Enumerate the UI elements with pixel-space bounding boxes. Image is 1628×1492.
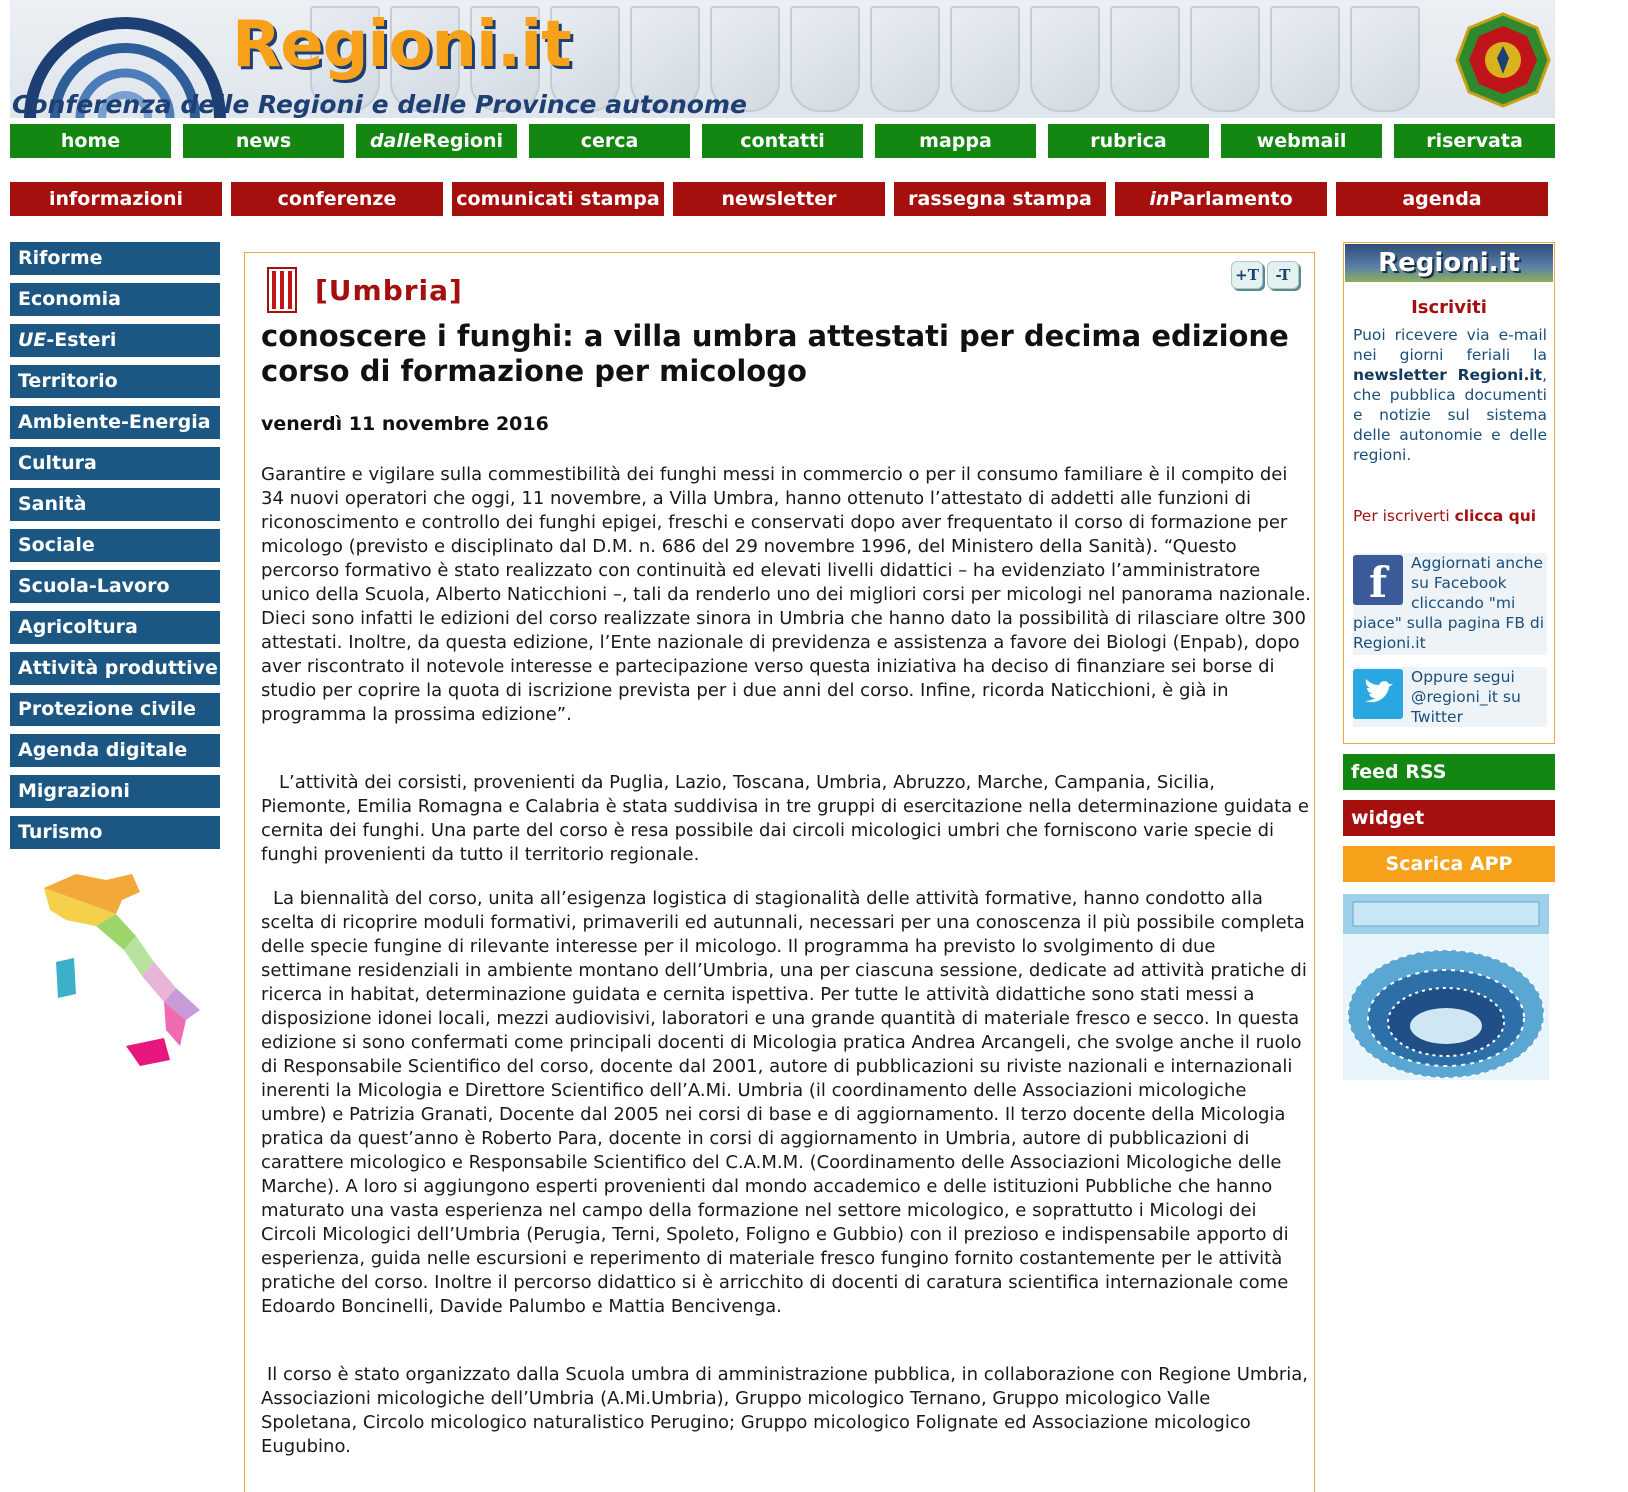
nav-webmail[interactable]	[1221, 124, 1382, 158]
crest-icon	[870, 6, 940, 112]
sidebar-item-label: Economia	[18, 288, 122, 310]
nav-label: cerca	[580, 130, 639, 152]
sidebar-item-migrazioni[interactable]	[10, 775, 220, 808]
sidebar-item-sociale[interactable]	[10, 529, 220, 562]
sidebar-item-scuola-lavoro[interactable]	[10, 570, 220, 603]
sidebar-item-label: Migrazioni	[18, 780, 130, 802]
sidebar-item-label: Agenda digitale	[18, 739, 188, 761]
widget-button[interactable]: widget	[1343, 800, 1555, 836]
header-banner	[10, 0, 1555, 118]
nav-label: rubrica	[1090, 130, 1167, 152]
sidebar-item-riforme[interactable]	[10, 242, 220, 275]
nav-label: conferenze	[277, 188, 397, 210]
nav-label: riservata	[1426, 130, 1523, 152]
nav-label-italic: in	[1149, 188, 1170, 210]
conference-emblem-icon	[1455, 12, 1551, 108]
nav-rubrica[interactable]	[1048, 124, 1209, 158]
sidebar-item-agenda-digitale[interactable]	[10, 734, 220, 767]
sidebar-item-label: Sociale	[18, 534, 95, 556]
site-subtitle: Conferenza delle Regioni e delle Province autonome	[12, 90, 747, 118]
font-decrease-button[interactable]: -T	[1267, 261, 1299, 289]
sidebar-item-label: Sanità	[18, 493, 87, 515]
sidebar-item-label: Cultura	[18, 452, 97, 474]
nav-label: Parlamento	[1169, 188, 1293, 210]
article-panel	[244, 252, 1315, 1492]
nav-label: Regioni	[422, 130, 504, 152]
nav-home[interactable]	[10, 124, 171, 158]
newsletter-link[interactable]: newsletter Regioni.it	[1353, 366, 1543, 384]
nav-label-italic: dalle	[369, 130, 423, 152]
sidebar-item-sanita[interactable]	[10, 488, 220, 521]
article-date: venerdì 11 novembre 2016	[261, 413, 549, 435]
region-header	[267, 267, 463, 313]
facebook-text: Aggiornati anche su Facebook cliccando "mi piace" sulla pagina FB di Regioni.it	[1353, 554, 1545, 652]
nav-informazioni[interactable]	[10, 182, 222, 216]
sidebar-item-turismo[interactable]	[10, 816, 220, 849]
article-paragraph: L’attività dei corsisti, provenienti da Puglia, Lazio, Toscana, Umbria, Abruzzo, Marche, Campania, Sicilia, Piemonte, Emilia Romagna e Calabria è stata suddivisa in tre gruppi di esercitazione nella determinazione guidata e cernita dei funghi. Una parte del corso è resa possibile dai circoli micologici umbri che forniscono varie specie di funghi provenienti da tutto il territorio regionale.	[261, 772, 1309, 865]
nav-news[interactable]	[183, 124, 344, 158]
nav-rassegna-stampa[interactable]	[894, 182, 1106, 216]
nav-label: contatti	[740, 130, 825, 152]
nav-cerca[interactable]	[529, 124, 690, 158]
secondary-nav	[10, 182, 1557, 216]
nav-label: agenda	[1402, 188, 1482, 210]
subscribe-cta	[1353, 507, 1536, 525]
umbria-crest-icon	[267, 267, 297, 313]
nav-label: news	[235, 130, 292, 152]
facebook-icon[interactable]: f	[1353, 555, 1403, 605]
sidebar-item-label-italic: UE	[18, 329, 47, 351]
font-size-controls	[1231, 261, 1299, 289]
article-paragraph: Il corso è stato organizzato dalla Scuola umbra di amministrazione pubblica, in collaborazione con Regione Umbria, Associazioni micologiche dell’Umbria (A.Mi.Umbria), Gruppo micologico Ternano, Gruppo micologico Valle Spoletana, Circolo micologico naturalistico Perugino; Gruppo micologico Folignate ed Associazione micologico Eugubino.	[261, 1364, 1309, 1457]
crest-icon	[1030, 6, 1100, 112]
crest-icon	[790, 6, 860, 112]
twitter-promo[interactable]	[1353, 667, 1547, 727]
nav-comunicati-stampa[interactable]	[452, 182, 664, 216]
nav-label: informazioni	[48, 188, 183, 210]
newsletter-box	[1343, 242, 1555, 744]
nav-contatti[interactable]	[702, 124, 863, 158]
subscribe-title: Iscriviti	[1411, 297, 1487, 318]
crest-icon	[1270, 6, 1340, 112]
subscribe-text-part: Puoi ricevere via e-mail nei giorni feriali la	[1353, 326, 1547, 364]
article-paragraph: La biennalità del corso, unita all’esigenza logistica di stagionalità delle attività formative, hanno condotto alla scelta di ricoprire moduli formativi, primaverili ed autunnali, necessari per una conoscenza il più possibile completa delle specie fungine di rilevante interesse per il micologo. Il programma ha previsto lo svolgimento di due settimane residenziali in ambiente montano dell’Umbria, una per ciascuna sessione, dedicate ad attività pratiche di ricerca in habitat, determinazione guidata e cernita ispettiva. Per tutte le attività didattiche sono stati messi a disposizione idonei locali, mezzi audiovisivi, laboratori e una grande quantità di materiale fresco e secco. In questa edizione si sono confermati come principali docenti di Micologia pratica Andrea Arcangeli, che svolge anche il ruolo di Responsabile Scientifico del corso, docente dal 2001, autore di pubblicazioni su riviste nazionali e internazionali inerenti la Micologia e Direttore Scientifico dell’A.Mi. Umbria (il coordinamento delle Associazioni micologiche umbre) e Patrizia Granati, Docente dal 2005 nei corsi di base e di aggiornamento. Il terzo docente della Micologia pratica da quest’anno è Roberto Para, docente in corsi di aggiornamento in Umbria, autore di pubblicazioni di carattere micologico e Responsabile Scientifico del C.A.M.M. (Coordinamento delle Associazioni Micologiche delle Marche). A loro si aggiungono esperti provenienti dal mondo accademico e delle istituzioni Pubbliche che hanno maturato una vasta esperienza nel campo della formazione nel settore micologico, e soprattutto i Micologi dei Circoli Micologici dell’Umbria (Perugia, Terni, Spoleto, Foligno e Gubbio) con il prezioso e indispensabile apporto di esperienza, guida nelle escursioni e reperimento di materiale fresco fungino fornito costantemente per le attività pratiche del corso. Inoltre il percorso didattico si è arricchito di docenti di caratura scientifica internazionale come Edoardo Boncinelli, Davide Palumbo e Mattia Bencivenga.	[261, 888, 1307, 1317]
nav-dalle-regioni[interactable]	[356, 124, 517, 158]
nav-label: home	[60, 130, 121, 152]
parliament-hall-image[interactable]	[1343, 894, 1549, 1080]
site-logo[interactable]: Regioni.it	[232, 8, 571, 82]
italy-regions-map[interactable]	[36, 870, 206, 1070]
nav-agenda[interactable]	[1336, 182, 1548, 216]
nav-newsletter[interactable]	[673, 182, 885, 216]
primary-nav	[10, 124, 1567, 158]
twitter-icon[interactable]	[1353, 669, 1403, 719]
crest-icon	[950, 6, 1020, 112]
feed-rss-button[interactable]: feed RSS	[1343, 754, 1555, 790]
subscribe-link[interactable]: clicca qui	[1454, 507, 1537, 525]
sidebar-item-label: Territorio	[18, 370, 118, 392]
sidebar-item-label: Scuola-Lavoro	[18, 575, 170, 597]
crest-icon	[1350, 6, 1420, 112]
download-app-button[interactable]: Scarica APP	[1343, 846, 1555, 882]
nav-label: rassegna stampa	[908, 188, 1092, 210]
nav-mappa[interactable]	[875, 124, 1036, 158]
sidebar-item-ambiente-energia[interactable]	[10, 406, 220, 439]
region-label[interactable]: [Umbria]	[315, 273, 463, 307]
sidebar-item-label: Attività produttive	[18, 657, 218, 679]
mini-site-logo: Regioni.it	[1345, 244, 1553, 282]
sidebar-item-label: Ambiente-Energia	[18, 411, 211, 433]
nav-label: comunicati stampa	[456, 188, 660, 210]
sidebar-item-label: Riforme	[18, 247, 103, 269]
nav-label: mappa	[919, 130, 992, 152]
subscribe-text-part: , che pubblica documenti e notizie sul sistema delle autonomie e delle regioni.	[1353, 366, 1547, 464]
font-increase-button[interactable]: +T	[1231, 261, 1263, 289]
sidebar-item-label: -Esteri	[46, 329, 117, 351]
sidebar-item-ue-esteri[interactable]	[10, 324, 220, 357]
nav-riservata[interactable]	[1394, 124, 1555, 158]
sidebar-item-economia[interactable]	[10, 283, 220, 316]
subscribe-cta-prefix: Per iscriverti	[1353, 507, 1455, 525]
crest-icon	[1190, 6, 1260, 112]
topic-sidebar	[10, 242, 220, 857]
sidebar-item-agricoltura[interactable]	[10, 611, 220, 644]
sidebar-item-territorio[interactable]	[10, 365, 220, 398]
facebook-promo[interactable]	[1353, 553, 1547, 655]
sidebar-item-label: Agricoltura	[18, 616, 138, 638]
article-title: conoscere i funghi: a villa umbra attestati per decima edizione corso di formazione per micologo	[261, 319, 1289, 388]
sidebar-item-attivita-produttive[interactable]	[10, 652, 220, 685]
nav-conferenze[interactable]	[231, 182, 443, 216]
article-paragraph: Garantire e vigilare sulla commestibilità dei funghi messi in commercio o per il consumo familiare è il compito dei 34 nuovi operatori che oggi, 11 novembre, a Villa Umbra, hanno ottenuto l’attestato di addetti alle funzioni di riconoscimento e controllo dei funghi epigei, freschi e conservati dopo aver frequentato il corso di formazione per micologo (previsto e disciplinato dal D.M. n. 686 del 29 novembre 1996, del Ministero della Sanità). “Questo percorso formativo è stato realizzato con continuità ed elevati livelli didattici – ha evidenziato l’amministratore unico della Scuola, Alberto Naticchioni –, tali da renderlo uno dei migliori corsi per micologi nel panorama nazionale. Dieci sono infatti le edizioni del corso realizzate sinora in Umbria che hanno dato la possibilità di rilasciare oltre 300 attestati. Inoltre, da questa edizione, l’Ente nazionale di previdenza e assistenza a favore dei Biologi (Enpab), dopo aver riscontrato il notevole interesse e partecipazione verso questa iniziativa ha deciso di finanziare sei borse di studio per coprire la quota di iscrizione prevista per i due anni del corso. Infine, ricorda Naticchioni, è già in programma la prossima edizione”.	[261, 464, 1311, 725]
subscribe-description	[1353, 325, 1547, 465]
sidebar-item-cultura[interactable]	[10, 447, 220, 480]
sidebar-item-protezione-civile[interactable]	[10, 693, 220, 726]
right-column	[1343, 242, 1555, 1080]
nav-in-parlamento[interactable]	[1115, 182, 1327, 216]
nav-label: webmail	[1256, 130, 1347, 152]
crest-icon	[1110, 6, 1180, 112]
sidebar-item-label: Protezione civile	[18, 698, 197, 720]
twitter-text: Oppure segui @regioni_it su Twitter	[1411, 668, 1521, 726]
sidebar-item-label: Turismo	[18, 821, 103, 843]
nav-label: newsletter	[721, 188, 837, 210]
